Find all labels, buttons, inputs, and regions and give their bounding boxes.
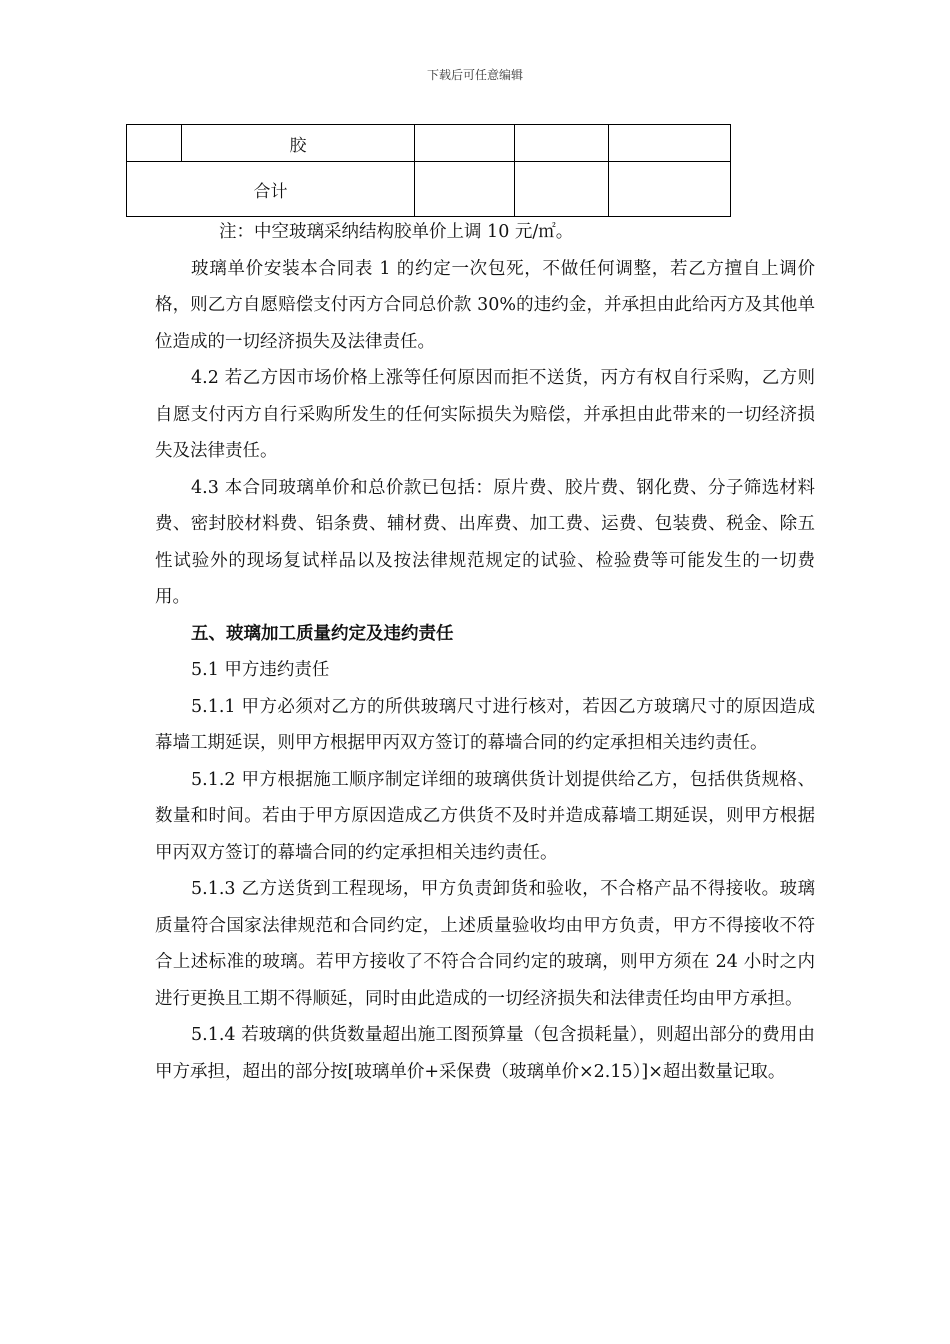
table-cell-empty [415, 125, 515, 162]
table-row-total [127, 162, 731, 217]
table-cell-empty [609, 162, 731, 217]
clause-5-1: 5.1 甲方违约责任 [191, 660, 330, 680]
table-row-glue [127, 125, 731, 162]
table-cell-total-label: 合计 [127, 162, 415, 217]
page-header-note: 下载后可任意编辑 [426, 68, 523, 82]
table-cell-empty [515, 162, 609, 217]
table-note: 注：中空玻璃采纳结构胶单价上调 10 元/㎡。 [219, 222, 574, 242]
table-cell-glue-label: 胶 [182, 125, 415, 162]
clause-5-1-1: 5.1.1 甲方必须对乙方的所供玻璃尺寸进行核对，若因乙方玻璃尺寸的原因造成幕墙工期延误，则甲方根据甲丙双方签订的幕墙合同的约定承担相关违约责任。 [155, 696, 815, 753]
document-body [155, 214, 815, 1090]
clause-4-2: 4.2 若乙方因市场价格上涨等任何原因而拒不送货，丙方有权自行采购，乙方则自愿支付丙方自行采购所发生的任何实际损失为赔偿，并承担由此带来的一切经济损失及法律责任。 [155, 368, 815, 461]
table-cell-empty [515, 125, 609, 162]
price-table [126, 124, 731, 217]
clause-5-1-4: 5.1.4 若玻璃的供货数量超出施工图预算量（包含损耗量），则超出部分的费用由甲方承担，超出的部分按[玻璃单价+采保费（玻璃单价×2.15）]×超出数量记取。 [155, 1025, 815, 1082]
clause-5-1-3: 5.1.3 乙方送货到工程现场，甲方负责卸货和验收，不合格产品不得接收。玻璃质量符合国家法律规范和合同约定，上述质量验收均由甲方负责，甲方不得接收不符合上述标准的玻璃。若甲方接收了不符合合同约定的玻璃，则甲方须在 24 小时之内进行更换且工期不得顺延，同时由此造成的一切经济损失和法律责任均由甲方承担。 [155, 879, 815, 1009]
clause-4-3: 4.3 本合同玻璃单价和总价款已包括：原片费、胶片费、钢化费、分子筛选材料费、密封胶材料费、铝条费、辅材费、出库费、加工费、运费、包装费、税金、除五性试验外的现场复试样品以及按法律规范规定的试验、检验费等可能发生的一切费用。 [155, 477, 815, 607]
section-5-heading: 五、玻璃加工质量约定及违约责任 [191, 623, 454, 644]
table-cell-empty [415, 162, 515, 217]
table-cell-empty [609, 125, 731, 162]
paragraph-price-fixed: 玻璃单价安装本合同表 1 的约定一次包死，不做任何调整，若乙方擅自上调价格，则乙方自愿赔偿支付丙方合同总价款 30%的违约金，并承担由此给丙方及其他单位造成的一切经济损失及法律责任。 [155, 258, 815, 352]
table-cell-empty [127, 125, 182, 162]
clause-5-1-2: 5.1.2 甲方根据施工顺序制定详细的玻璃供货计划提供给乙方，包括供货规格、数量和时间。若由于甲方原因造成乙方供货不及时并造成幕墙工期延误，则甲方根据甲丙双方签订的幕墙合同的约定承担相关违约责任。 [155, 769, 815, 863]
